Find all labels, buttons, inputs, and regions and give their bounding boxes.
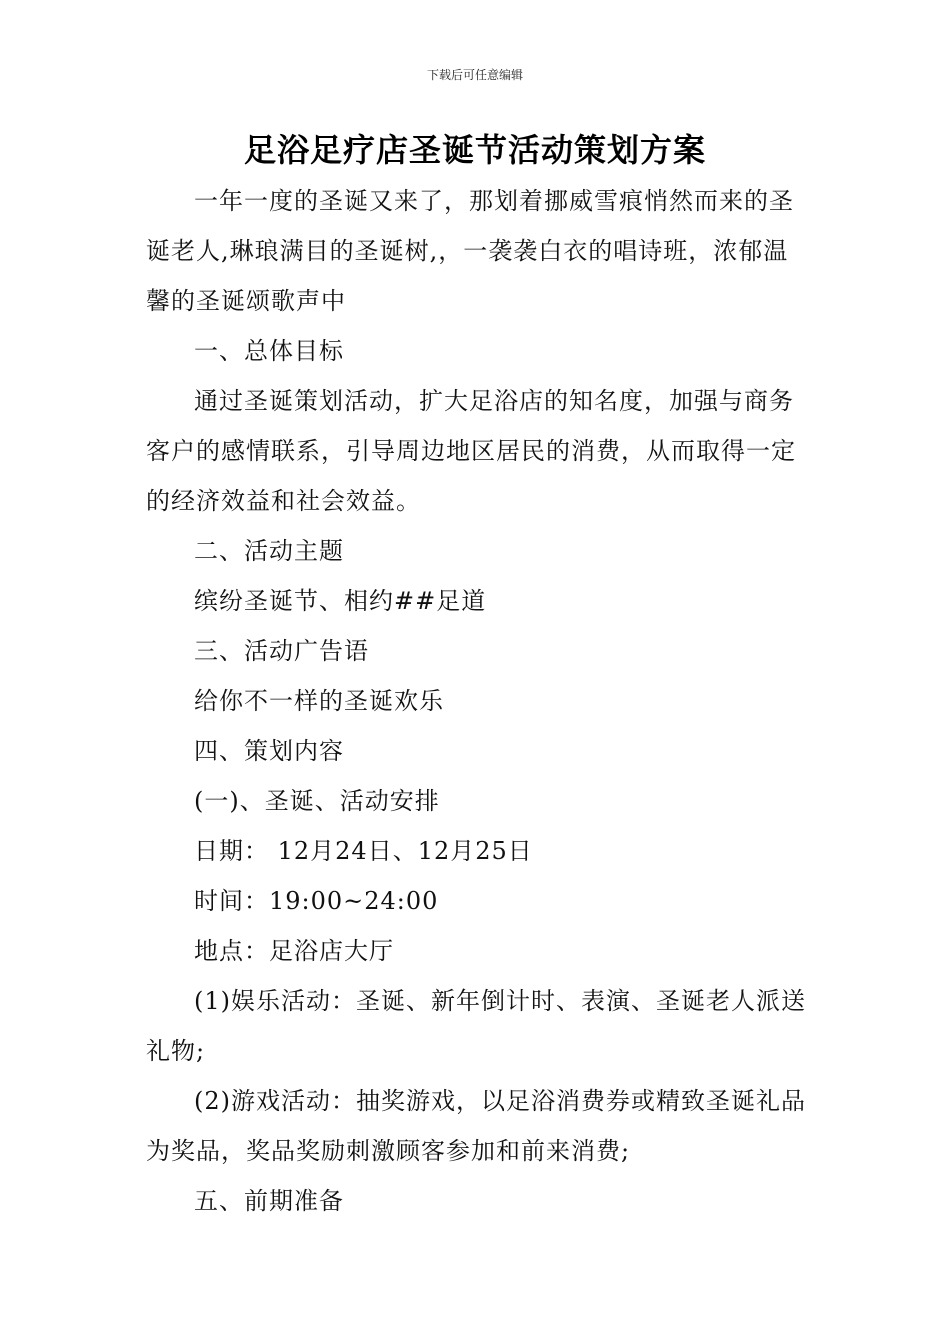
- section-heading-theme: 二、活动主题: [194, 537, 344, 565]
- entertainment-activity-paragraph: (1)娱乐活动：圣诞、新年倒计时、表演、圣诞老人派送礼物;: [146, 987, 806, 1065]
- subsection-heading-schedule: (一)、圣诞、活动安排: [194, 787, 440, 815]
- section-heading-slogan: 三、活动广告语: [194, 637, 369, 665]
- document-title: 足浴足疗店圣诞节活动策划方案: [243, 131, 706, 169]
- theme-paragraph: 缤纷圣诞节、相约##足道: [194, 587, 487, 615]
- section-heading-content: 四、策划内容: [194, 737, 344, 765]
- section-heading-preparation: 五、前期准备: [194, 1187, 344, 1215]
- page-header-note: 下载后可任意编辑: [426, 68, 523, 82]
- section-heading-goals: 一、总体目标: [194, 337, 344, 365]
- goals-paragraph: 通过圣诞策划活动，扩大足浴店的知名度，加强与商务客户的感情联系，引导周边地区居民的消费，从而取得一定的经济效益和社会效益。: [146, 387, 796, 515]
- game-activity-paragraph: (2)游戏活动：抽奖游戏，以足浴消费券或精致圣诞礼品为奖品，奖品奖励刺激顾客参加和前来消费;: [146, 1087, 806, 1165]
- location-line: 地点：足浴店大厅: [194, 937, 394, 965]
- intro-paragraph: 一年一度的圣诞又来了，那划着挪威雪痕悄然而来的圣诞老人,琳琅满目的圣诞树,，一袭袭白衣的唱诗班，浓郁温馨的圣诞颂歌声中: [146, 187, 794, 315]
- date-line: 日期： 12月24日、12月25日: [194, 837, 533, 865]
- document-body: [146, 176, 806, 1226]
- time-line: 时间：19:00~24:00: [194, 887, 439, 915]
- slogan-paragraph: 给你不一样的圣诞欢乐: [194, 687, 444, 715]
